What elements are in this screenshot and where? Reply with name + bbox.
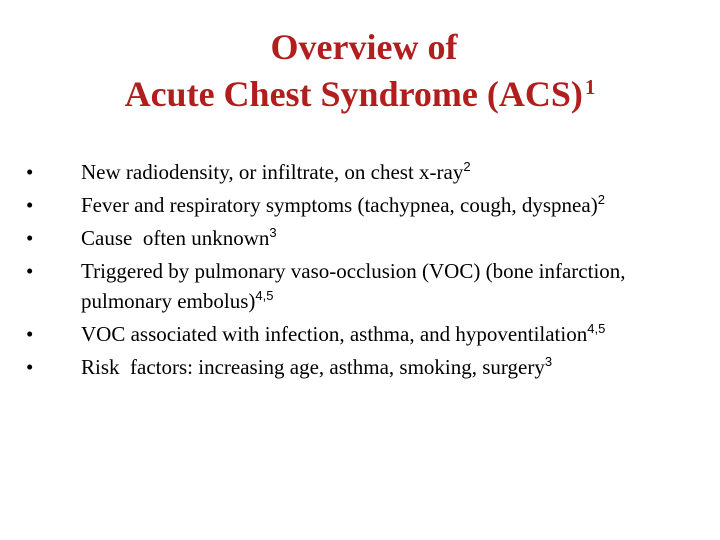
bullet-item — [26, 157, 706, 190]
bullet-icon: • — [26, 226, 34, 250]
title-reference: 1 — [584, 75, 596, 99]
bullet-item — [26, 256, 706, 319]
slide-title-line1: Overview of — [270, 27, 458, 67]
bullet-item — [26, 352, 706, 385]
bullet-item — [26, 319, 706, 352]
bullet-text: New radiodensity, or infiltrate, on chest x-ray — [81, 160, 464, 184]
bullet-icon: • — [26, 193, 34, 217]
bullet-text: Risk factors: increasing age, asthma, smoking, surgery — [81, 355, 545, 379]
bullet-icon: • — [26, 160, 34, 184]
bullet-text: Cause often unknown — [81, 226, 270, 250]
bullet-text: Triggered by pulmonary vaso-occlusion (VOC) (bone infarction, pulmonary embolus) — [81, 259, 626, 313]
bullet-reference: 4,5 — [587, 321, 606, 336]
bullet-reference: 3 — [269, 225, 277, 240]
bullet-reference: 3 — [544, 354, 553, 369]
bullet-list — [26, 157, 706, 385]
bullet-reference: 2 — [463, 159, 471, 174]
bullet-item — [26, 190, 706, 223]
bullet-text: VOC associated with infection, asthma, and hypoventilation — [81, 322, 588, 346]
bullet-icon: • — [26, 355, 34, 379]
bullet-reference: 2 — [597, 192, 605, 207]
bullet-icon: • — [26, 259, 34, 283]
bullet-item — [26, 223, 706, 256]
bullet-icon: • — [26, 322, 34, 346]
slide-title-line2 — [0, 71, 720, 122]
slide-title-text: Acute Chest Syndrome (ACS) — [124, 74, 583, 114]
bullet-text: Fever and respiratory symptoms (tachypnea, cough, dyspnea) — [81, 193, 598, 217]
bullet-reference: 4,5 — [255, 288, 274, 303]
